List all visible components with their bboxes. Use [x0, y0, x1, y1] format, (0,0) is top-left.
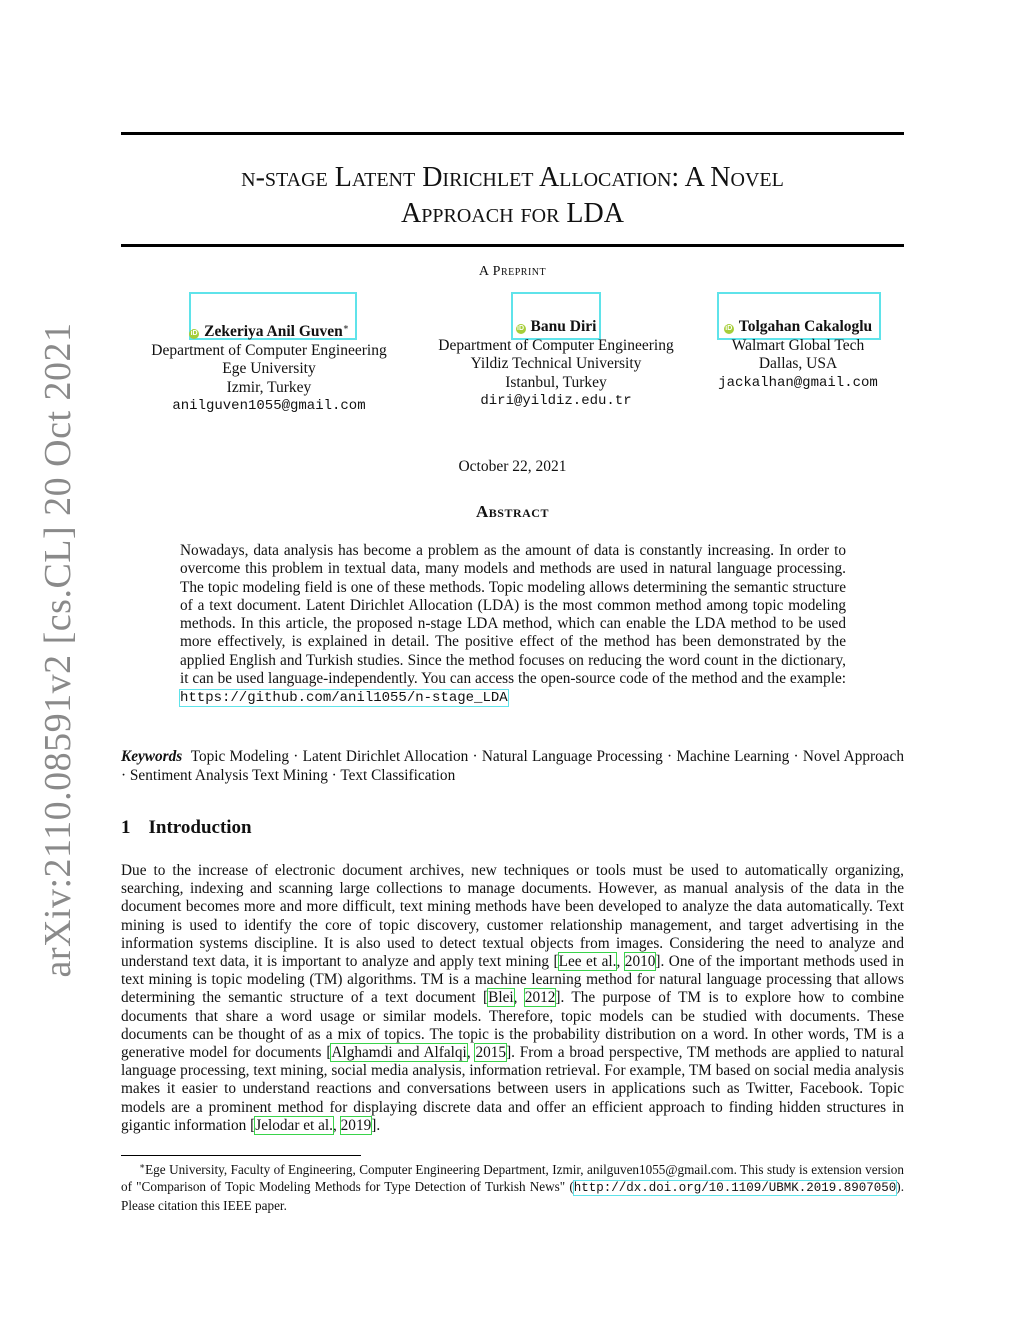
- keywords-list: Topic Modeling · Latent Dirichlet Allocation · Natural Language Processing · Machine Learning · Novel Approach · Sentiment Analysis Text Mining · Text Classification: [121, 748, 904, 784]
- author-department: Department of Computer Engineering: [438, 336, 674, 354]
- citation-lee-author[interactable]: Lee et al.: [558, 953, 617, 971]
- author-location: Izmir, Turkey: [226, 378, 312, 396]
- title-line-2: Approach for LDA: [401, 198, 624, 229]
- section-heading-introduction: [121, 817, 252, 839]
- orcid-icon[interactable]: iD: [725, 325, 733, 332]
- github-link[interactable]: https://github.com/anil1055/n-stage_LDA: [180, 690, 508, 707]
- citation-alghamdi-year[interactable]: 2015: [475, 1044, 507, 1062]
- citation-jelodar-year[interactable]: 2019: [340, 1116, 372, 1134]
- introduction-paragraph: Due to the increase of electronic document archives, new techniques or tools must be used to automatically organizing, searching, indexing and scanning large collections to manage documents. However, as manual analysis of the data in the document becomes more and more difficult, text mining methods have been developed to analyze the data automatically. Text mining is used to identify the core of topic discovery, customer relationship management, and target advertising in the information systems discipline. It is also used to detect textual objects from images. Considering the need to analyze and understand text data, it is important to analyze and apply text mining [Lee et al., 2010]. One of the important methods used in text mining is topic modeling (TM) algorithms. TM is a machine learning method for natural language processing that allows determining the semantic structure of a text document [Blei, 2012]. The purpose of TM is to explore how to combine documents that share a word usage or similar models. Therefore, topic models can be studied with documents. These documents can be thought of as a mix of topics. The topic is the probability distribution on a word. In other words, TM is a generative model for documents [Alghamdi and Alfalqi, 2015]. From a broad perspective, TM methods are applied to natural language processing, text mining, social media analysis, information retrieval. For example, TM based on social media analysis makes it easier to understand reactions and conversations between users in applications such as Twitter, Facebook. Topic models are a prominent method for displaying discrete data and offer an efficient approach to finding hidden structures in gigantic information [Jelodar et al., 2019].: [121, 862, 904, 1134]
- footnote: [121, 1158, 904, 1214]
- citation-jelodar-author[interactable]: Jelodar et al.: [255, 1116, 333, 1134]
- author-block-2: [418, 318, 694, 411]
- footnote-marker[interactable]: ∗: [342, 322, 349, 332]
- author-email: anilguven1055@gmail.com: [172, 398, 366, 415]
- paper-date: October 22, 2021: [458, 458, 567, 475]
- author-email: diri@yildiz.edu.tr: [480, 393, 632, 409]
- author-institution: Yildiz Technical University: [470, 355, 642, 372]
- keywords-label: Keywords: [121, 748, 183, 765]
- intro-text: ]. The purpose of TM is to explore how to combine documents that share a word usage or similar models. Therefore, topic models can be studied with documents. These documents can be thought of as a mix of topics. The topic is the probability distribution on a word. In other words, TM is a generative model for documents [: [121, 989, 904, 1062]
- preprint-label: A Preprint: [478, 264, 547, 279]
- citation-blei-author[interactable]: Blei: [488, 989, 514, 1007]
- author-location: Dallas, USA: [758, 355, 838, 372]
- author-institution: Ege University: [222, 360, 316, 378]
- abstract-body: Nowadays, data analysis has become a problem as the amount of data is constantly increasing. In order to overcome this problem in textual data, many models and methods are used in natural language processing. The topic modeling field is one of these methods. Topic modeling allows determining the semantic structure of a text document. Latent Dirichlet Allocation (LDA) is the most common method among topic modeling methods. In this article, the proposed n-stage LDA method, which can enable the LDA method to be used more effectively, is explained in detail. The positive effect of the method has been demonstrated by the applied English and Turkish studies. Since the method focuses on reducing the word count in the dictionary, it can be used language-independently. You can access the open-source code of the method and the example:: [180, 542, 846, 688]
- intro-text: ]. One of the important methods used in text mining is topic modeling (TM) algorithms. TM is a machine learning method for natural language processing that allows determining the semantic structure of a text document [: [121, 953, 904, 1007]
- intro-text: Due to the increase of electronic document archives, new techniques or tools must be used to automatically organizing, searching, indexing and scanning large collections to manage documents. However, as manual analysis of the data in the document becomes more and more difficult, text mining methods have been developed to analyze the data automatically. Text mining is used to identify the core of topic discovery, customer relationship management, and target advertising in the information systems discipline. It is also used to detect textual objects from images. Considering the need to analyze and understand text data, it is important to analyze and apply text mining [: [121, 862, 904, 971]
- intro-text: ]. From a broad perspective, TM methods are applied to natural language processing, text mining, social media analysis, information retrieval. For example, TM based on social media analysis makes it easier to understand reactions and conversations between users in applications such as Twitter, Facebook. Topic models are a prominent method for displaying discrete data and offer an efficient approach to finding hidden structures in gigantic information [: [121, 1044, 904, 1134]
- citation-lee-year[interactable]: 2010: [624, 953, 656, 971]
- abstract-text: [180, 542, 846, 708]
- citation-alghamdi-author[interactable]: Alghamdi and Alfalqi: [331, 1044, 467, 1062]
- footnote-mark: ∗: [139, 1161, 146, 1171]
- arxiv-identifier-stamp: arXiv:2110.08591v2 [cs.CL] 20 Oct 2021: [37, 322, 79, 978]
- author-name[interactable]: Tolgahan Cakaloglu: [738, 318, 873, 335]
- title-top-rule: [121, 132, 904, 135]
- author-name[interactable]: Zekeriya Anil Guven: [204, 323, 343, 341]
- paper-title: [121, 160, 904, 232]
- author-department: Walmart Global Tech: [731, 336, 865, 354]
- footnote-text: Ege University, Faculty of Engineering, Computer Engineering Department, Izmir, anilguven1055@gmail.com. This study is extension version of "Comparison of Topic Modeling Methods for Type Detection of Turkish News" (: [121, 1162, 904, 1194]
- doi-link[interactable]: http://dx.doi.org/10.1109/UBMK.2019.8907050: [573, 1181, 897, 1195]
- footnote-tail: ). Please citation this IEEE paper.: [121, 1179, 904, 1213]
- title-line-1: n-stage Latent Dirichlet Allocation: A Novel: [241, 162, 784, 193]
- author-block-3: [704, 318, 892, 392]
- author-name[interactable]: Banu Diri: [530, 318, 597, 335]
- citation-blei-year[interactable]: 2012: [524, 989, 556, 1007]
- abstract-heading: Abstract: [476, 502, 549, 521]
- author-email: jackalhan@gmail.com: [718, 374, 878, 391]
- keywords-block: [121, 748, 904, 785]
- orcid-icon[interactable]: iD: [190, 330, 198, 338]
- author-department: Department of Computer Engineering: [151, 341, 387, 359]
- title-bottom-rule: [121, 244, 904, 247]
- intro-text: ].: [371, 1116, 381, 1134]
- orcid-icon[interactable]: iD: [517, 325, 525, 332]
- section-number: 1: [121, 817, 131, 838]
- author-block-1: [130, 318, 408, 416]
- author-location: Istanbul, Turkey: [505, 373, 607, 391]
- footnote-rule: [121, 1155, 361, 1156]
- section-title: Introduction: [148, 817, 252, 838]
